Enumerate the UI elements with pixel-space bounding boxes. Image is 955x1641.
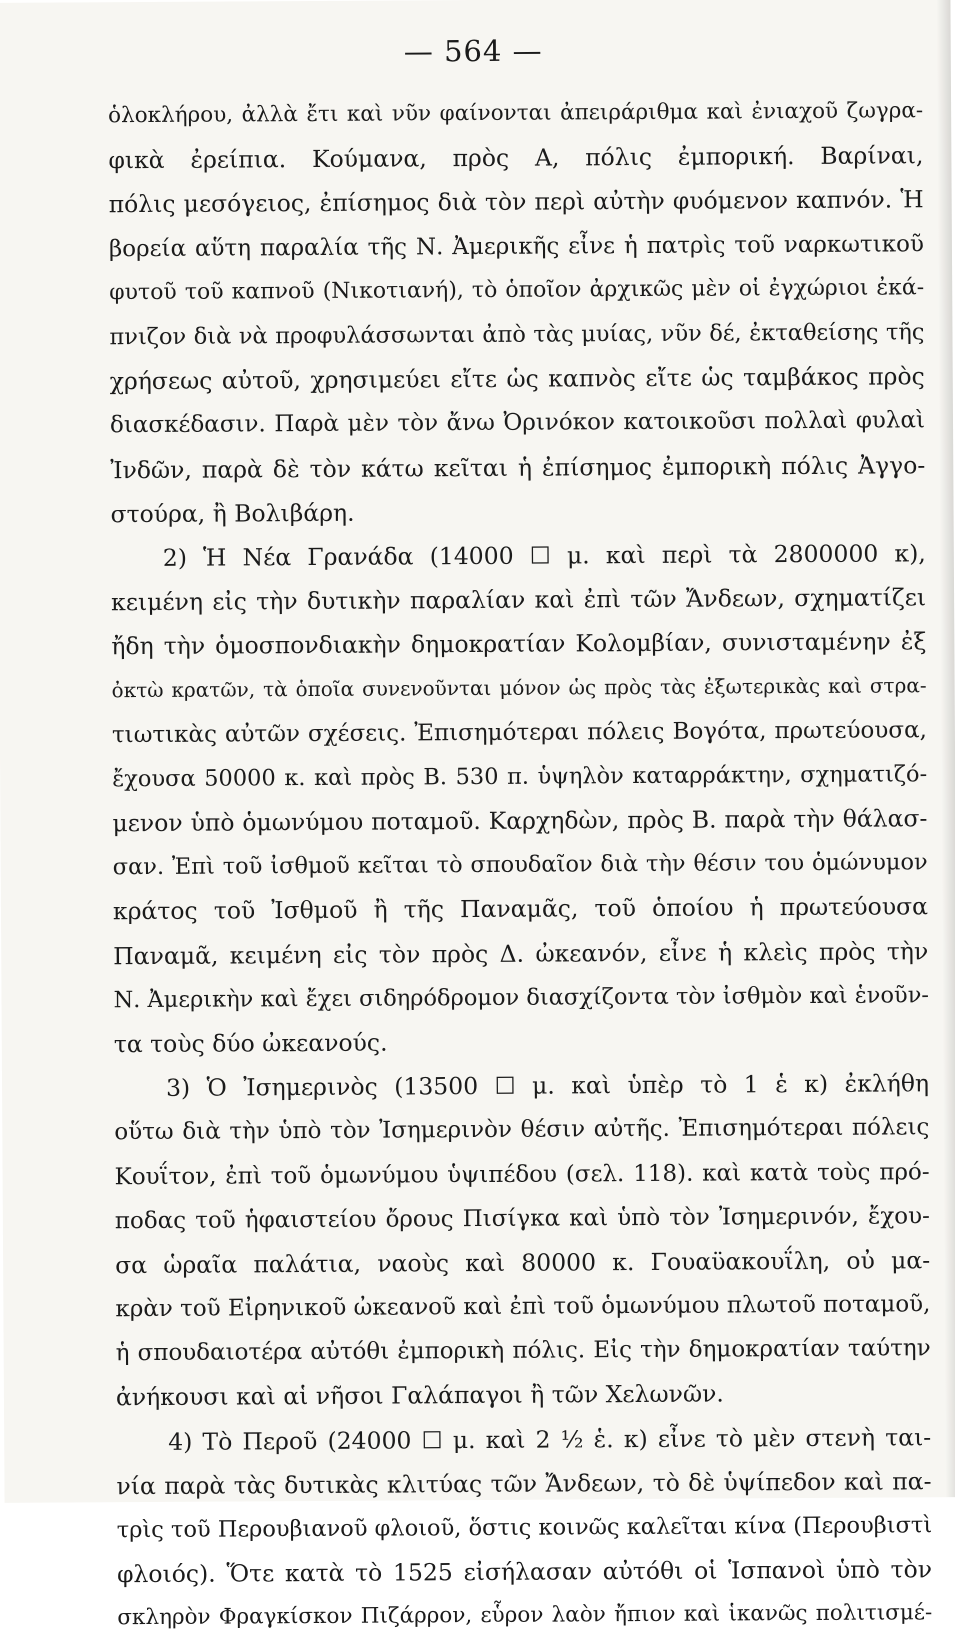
- text-line: Παναμᾶ, κειμένη εἰς τὸν πρὸς Δ. ὠκεανόν, εἶνε ἡ κλεὶς πρὸς τὴν: [113, 936, 929, 970]
- text-line: Κουΐτον, ἐπὶ τοῦ ὁμωνύμου ὑψιπέδου (σελ. 118). καὶ κατὰ τοὺς πρό-: [114, 1158, 930, 1190]
- text-line: πνιζον διὰ νὰ προφυλάσσωνται ἀπὸ τὰς μυίας, νῦν δέ, ἐκταθείσης τῆς: [109, 319, 925, 351]
- text-line: τρὶς τοῦ Περουβιανοῦ φλοιοῦ, ὅστις κοινῶς καλεῖται κίνα (Περουβιστὶ: [116, 1512, 933, 1544]
- text-line: τα τοὺς δύο ὠκεανούς.: [113, 1028, 388, 1059]
- text-line: σα ὡραῖα παλάτια, ναοὺς καὶ 80000 κ. Γουαϋακουΐλη, οὐ μα-: [115, 1246, 931, 1280]
- text-line: Ἰνδῶν, παρὰ δὲ τὸν κάτω κεῖται ἡ ἐπίσημος ἐμπορικὴ πόλις Ἀγγο-: [110, 450, 926, 484]
- text-line: ἔχουσα 50000 κ. καὶ πρὸς Β. 530 π. ὑψηλὸν καταρράκτην, σχηματιζό-: [112, 761, 928, 793]
- body-text: [108, 89, 932, 1641]
- text-line: διασκέδασιν. Παρὰ μὲν τὸν ἄνω Ὀρινόκον κατοικοῦσι πολλαὶ φυλαὶ: [109, 407, 926, 439]
- text-line: στούρα, ἢ Βολιβάρη.: [110, 498, 355, 528]
- text-line: ἤδη τὴν ὁμοσπονδιακὴν δημοκρατίαν Κολομβίαν, συνισταμένην ἐξ: [111, 627, 927, 661]
- text-line: 3) Ὁ Ἰσημερινὸς (13500 ☐ μ. καὶ ὑπὲρ τὸ 1 ἑ κ) ἐκλήθη: [165, 1069, 930, 1103]
- text-line: 2) Ἡ Νέα Γρανάδα (14000 ☐ μ. καὶ περὶ τὰ 2800000 κ),: [162, 539, 926, 572]
- text-line: κρὰν τοῦ Εἰρηνικοῦ ὠκεανοῦ καὶ ἐπὶ τοῦ ὁμωνύμου πλωτοῦ ποταμοῦ,: [115, 1291, 931, 1323]
- text-line: τιωτικὰς αὐτῶν σχέσεις. Ἐπισημότεραι πόλεις Βογότα, πρωτεύουσα,: [111, 716, 927, 748]
- text-line: κειμένη εἰς τὴν δυτικὴν παραλίαν καὶ ἐπὶ τῶν Ἄνδεων, σχηματίζει: [111, 583, 927, 617]
- text-line: βορεία αὕτη παραλία τῆς Ν. Ἀμερικῆς εἶνε ἡ πατρὶς τοῦ ναρκωτικοῦ: [108, 230, 924, 262]
- text-line: μενον ὑπὸ ὁμωνύμου ποταμοῦ. Καρχηδὼν, πρὸς Β. παρὰ τὴν θάλασ-: [112, 804, 928, 838]
- text-line: ἡ σπουδαιοτέρα αὐτόθι ἐμπορικὴ πόλις. Εἰς τὴν δημοκρατίαν ταύτην: [115, 1335, 931, 1367]
- page-edge-shadow: [936, 0, 955, 1497]
- text-line: ποδας τοῦ ἡφαιστείου ὄρους Πισίγκα καὶ ὑπὸ τὸν Ἰσημερινόν, ἔχου-: [114, 1202, 930, 1234]
- text-line: σαν. Ἐπὶ τοῦ ἰσθμοῦ κεῖται τὸ σπουδαῖον διὰ τὴν θέσιν του ὁμώνυμον: [112, 849, 928, 881]
- text-line: οὕτω διὰ τὴν ὑπὸ τὸν Ἰσημερινὸν θέσιν αὐτῆς. Ἐπισημότεραι πόλεις: [114, 1114, 930, 1146]
- text-line: φικὰ ἐρείπια. Κούμανα, πρὸς Α, πόλις ἐμπορική. Βαρίναι,: [108, 141, 924, 175]
- text-line: ἀνήκουσι καὶ αἱ νῆσοι Γαλάπαγοι ἢ τῶν Χελωνῶν.: [115, 1379, 724, 1412]
- text-line: σκληρὸν Φραγκίσκον Πιζάρρον, εὗρον λαὸν ἤπιον καὶ ἱκανῶς πολιτισμέ-: [117, 1600, 933, 1631]
- text-line: Ν. Ἀμερικὴν καὶ ἔχει σιδηρόδρομον διασχίζοντα τὸν ἰσθμὸν καὶ ἑνοῦν-: [113, 981, 930, 1013]
- text-line: φλοιός). Ὅτε κατὰ τὸ 1525 εἰσήλασαν αὐτόθι οἱ Ἱσπανοὶ ὑπὸ τὸν: [116, 1555, 933, 1589]
- text-line: ὀκτὼ κρατῶν, τὰ ὁποῖα συνενοῦνται μόνον ὡς πρὸς τὰς ἐξωτερικὰς καὶ στρα-: [111, 673, 927, 703]
- text-line: κράτος τοῦ Ἰσθμοῦ ἢ τῆς Παναμᾶς, τοῦ ὁποίου ἡ πρωτεύουσα: [112, 892, 929, 926]
- page-number: — 564 —: [403, 33, 543, 69]
- text-line: φυτοῦ τοῦ καπνοῦ (Νικοτιανή), τὸ ὁποῖον ἀρχικῶς μὲν οἱ ἐγχώριοι ἐκά-: [109, 275, 925, 305]
- text-line: ὁλοκλήρου, ἀλλὰ ἔτι καὶ νῦν φαίνονται ἀπειράριθμα καὶ ἐνιαχοῦ ζωγρα-: [108, 98, 924, 129]
- text-line: νία παρὰ τὰς δυτικὰς κλιτύας τῶν Ἄνδεων, τὸ δὲ ὑψίπεδον καὶ πα-: [116, 1467, 932, 1501]
- text-line: 4) Τὸ Περοῦ (24000 ☐ μ. καὶ 2 ½ ἑ. κ) εἶνε τὸ μὲν στενὴ ται-: [168, 1422, 932, 1456]
- text-line: πόλις μεσόγειος, ἐπίσημος διὰ τὸν περὶ αὐτὴν φυόμενον καπνόν. Ἡ: [108, 185, 924, 219]
- text-line: χρήσεως αὐτοῦ, χρησιμεύει εἴτε ὡς καπνὸς εἴτε ὡς ταμβάκος πρὸς: [109, 362, 925, 396]
